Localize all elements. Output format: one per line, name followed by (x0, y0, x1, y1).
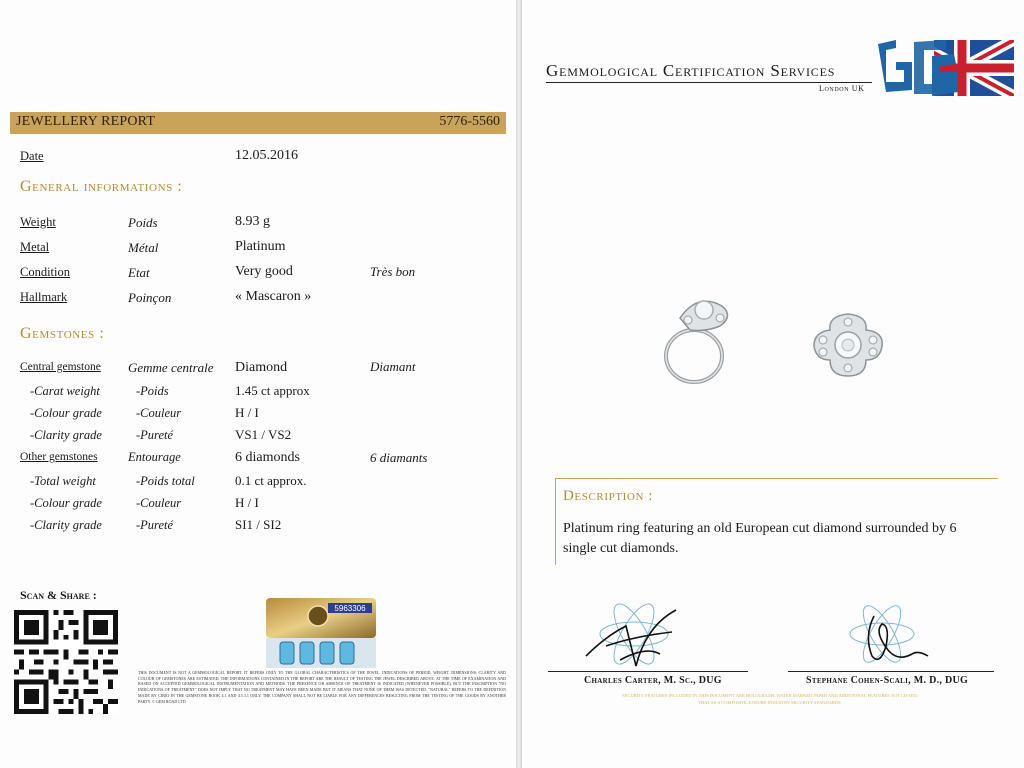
organization-rule (546, 82, 872, 83)
date-label: Date (20, 149, 44, 163)
condition-value: Very good (235, 264, 293, 279)
weight-fr-label: Poids (128, 215, 158, 230)
hologram-serial: 5963306 (334, 604, 366, 613)
central-gemstone-fr-value: Diamant (370, 359, 416, 374)
central-clarity-fr-label: -Pureté (136, 428, 174, 442)
metal-label: Metal (20, 240, 50, 254)
organization-name: Gemmological Certification Services (546, 61, 836, 80)
signature-line-left (548, 671, 748, 672)
central-carat-fr-label: -Poids (136, 384, 169, 398)
central-gemstone-label: Central gemstone (20, 361, 101, 373)
other-weight-fr-label: -Poids total (136, 474, 195, 488)
signatory-right-name: Stephane Cohen-Scali, M. D., DUG (806, 675, 969, 686)
other-colour-value: H / I (235, 495, 259, 510)
other-colour-fr-label: -Couleur (136, 496, 182, 510)
general-heading: General informations : (20, 178, 183, 195)
security-note: SECURITY FEATURES INCLUDED IN THIS DOCUMENT ARE HOLOGRAMS, WATER MARKED PAPER AND ADDITIONAL FEATURES NOT LISTED, THAT AS A COMPOSITE, ENSURE INDUSTRY SECURITY STANDARDS. (622, 693, 918, 705)
signatory-left-name: Charles Carter, M. Sc., DUG (584, 675, 722, 686)
condition-fr-value: Très bon (370, 264, 416, 279)
metal-fr-label: Métal (128, 240, 159, 255)
legal-disclaimer: THIS DOCUMENT IS NOT A GEMMOLOGICAL REPORT. IT REFERS ONLY TO THE GLOBAL CHARACTERISTICS OF THE JEWEL. INDICATIONS OF PERIOD, WEIGHT, DIMENSIONS, CLARITY AND COLOUR OF GEMSTONES ARE ESTIMATED. THE INFORMATIONS CONTAINED IN THE REPORT ARE THE RESULT OF TESTING THE JEWEL DESCRIBED ABOVE, AT THE TIME OF EXAMINATION AND BASED ON ACCEPTED GEMMOLOGICAL INSTRUMENTATION AND METHODS. THE PRESENCE OR ABSENCE OF TREATMENT IS INDICATED (WHENEVER POSSIBLE), BUT THE INSCRIPTION "NO INDICATIONS OF TREATMENT" DOES NOT IMPLY THAT NO TREATMENT MAY HAVE BEEN MADE BUT IT MEANS THAT NONE OF THEM WAS DETECTED. "NATURAL" REFERS TO THE DEFINITION MADE BY CIBJO IN THE GEMSTONE BOOK 4.1 AND 4.5.3.1 ONLY. THE COMPANY SHALL NOT BE LIABLE FOR ANY DIFFERENCES RESULTING FROM THE TESTING OF THE GOODS BY ANOTHER PARTY. © GEM ROAD LTD (138, 670, 506, 704)
other-clarity-label: -Clarity grade (30, 518, 102, 532)
scan-share-title: Scan & Share : (20, 588, 97, 602)
ring-side-view-image (650, 286, 746, 390)
security-hologram (266, 598, 376, 668)
hallmark-label: Hallmark (20, 290, 68, 304)
other-weight-label: -Total weight (30, 474, 96, 488)
central-colour-label: -Colour grade (30, 406, 102, 420)
other-gemstones-fr-value: 6 diamants (370, 450, 428, 465)
report-title: JEWELLERY REPORT (16, 114, 156, 129)
description-heading: Description : (563, 488, 654, 504)
description-text: Platinum ring featuring an old European cut diamond surrounded by 6 single cut diamonds. (563, 521, 957, 556)
other-clarity-fr-label: -Pureté (136, 518, 174, 532)
central-colour-value: H / I (235, 405, 259, 420)
signature-line-right (788, 671, 994, 672)
qr-code[interactable] (14, 610, 118, 714)
other-colour-label: -Colour grade (30, 496, 102, 510)
date-value: 12.05.2016 (235, 148, 298, 163)
other-weight-value: 0.1 ct approx. (235, 473, 307, 488)
central-colour-fr-label: -Couleur (136, 406, 182, 420)
condition-fr-label: Etat (128, 265, 150, 280)
other-gemstones-value: 6 diamonds (235, 450, 300, 465)
signature-left-image (576, 596, 688, 676)
weight-value: 8.93 g (235, 214, 270, 229)
ring-top-view-image (808, 310, 888, 380)
central-carat-label: -Carat weight (30, 384, 100, 398)
central-gemstone-fr-label: Gemme centrale (128, 360, 214, 375)
central-carat-value: 1.45 ct approx (235, 383, 310, 398)
hallmark-value: « Mascaron » (235, 289, 312, 304)
report-number: 5776-5560 (439, 114, 500, 129)
metal-value: Platinum (235, 239, 286, 254)
other-gemstones-label: Other gemstones (20, 451, 98, 463)
central-clarity-value: VS1 / VS2 (235, 427, 292, 442)
other-gemstones-fr-label: Entourage (128, 450, 181, 464)
gcs-union-flag-logo (874, 36, 1016, 100)
gemstones-heading: Gemstones : (20, 325, 105, 342)
signature-right-image (838, 596, 948, 676)
central-clarity-label: -Clarity grade (30, 428, 102, 442)
organization-city: London UK (819, 84, 865, 93)
central-gemstone-value: Diamond (235, 360, 288, 375)
weight-label: Weight (20, 215, 56, 229)
other-clarity-value: SI1 / SI2 (235, 517, 282, 532)
report-header-bar (10, 112, 506, 134)
hallmark-fr-label: Poinçon (128, 290, 172, 305)
condition-label: Condition (20, 265, 71, 279)
